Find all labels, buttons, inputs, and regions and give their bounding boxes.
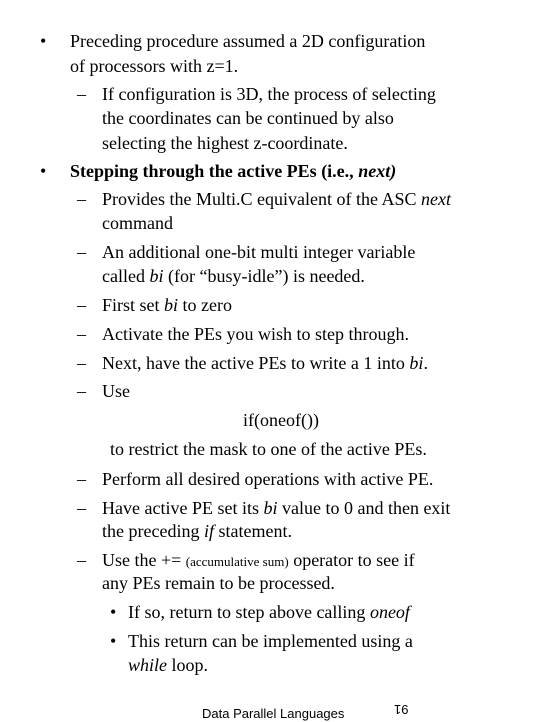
dash-marker: – — [77, 242, 86, 262]
sub-sub-bullet-marker: • — [110, 631, 117, 651]
code-line: if(oneof()) — [243, 410, 319, 430]
italic-run: while — [128, 655, 167, 675]
text-run: If so, return to step above calling — [128, 602, 370, 622]
sub-bullet-text: An additional one-bit multi integer variable — [102, 242, 416, 262]
dash-marker: – — [77, 550, 86, 570]
bullet-text: of processors with z=1. — [70, 56, 239, 76]
sub-bullet-text — [102, 497, 450, 519]
italic-run: bi — [149, 266, 164, 286]
text-run: statement. — [213, 521, 292, 541]
small-text-run: (accumulative sum) — [185, 554, 289, 569]
italic-run: oneof — [369, 602, 410, 622]
sub-bullet-text: to restrict the mask to one of the active PEs. — [110, 439, 427, 459]
dash-marker: – — [77, 84, 86, 104]
sub-bullet-text — [102, 520, 292, 542]
text-run: Next, have the active PEs to write a 1 into — [102, 353, 410, 373]
text-run: loop. — [167, 655, 209, 675]
text-run: called — [102, 266, 150, 286]
text-run: Use the += — [102, 550, 186, 570]
sub-sub-bullet-marker: • — [110, 602, 117, 622]
sub-sub-bullet-text — [128, 601, 410, 623]
text-run: Provides the Multi.C equivalent of the ASC — [102, 189, 421, 209]
sub-bullet-text — [102, 549, 415, 573]
sub-sub-bullet-text: This return can be implemented using a — [128, 631, 413, 651]
bullet-text: Preceding procedure assumed a 2D configuration — [70, 31, 426, 51]
italic-run: bi — [409, 353, 424, 373]
text-run: the preceding — [102, 521, 204, 541]
bullet-marker: • — [40, 161, 47, 181]
text-run: First set — [102, 295, 165, 315]
sub-sub-bullet-text — [128, 654, 208, 676]
dash-marker: – — [77, 189, 86, 209]
dash-marker: – — [77, 353, 86, 373]
sub-bullet-text: Perform all desired operations with active PE. — [102, 469, 434, 489]
dash-marker: – — [77, 295, 86, 315]
sub-bullet-text: Activate the PEs you wish to step through. — [102, 324, 409, 344]
text-run: . — [423, 353, 428, 373]
dash-marker: – — [77, 381, 86, 401]
sub-bullet-text: Use — [102, 381, 130, 401]
italic-run: if — [203, 521, 214, 541]
bullet-marker: • — [40, 31, 47, 51]
sub-bullet-text — [102, 294, 232, 316]
page-number: 91 — [394, 702, 409, 717]
italic-run: bi — [263, 498, 278, 518]
sub-bullet-text: selecting the highest z-coordinate. — [102, 133, 348, 153]
text-run: Have active PE set its — [102, 498, 264, 518]
bullet-heading — [70, 160, 396, 182]
sub-bullet-text: command — [102, 213, 173, 233]
sub-bullet-text — [102, 352, 428, 374]
heading-italic: next) — [358, 161, 397, 181]
footer-title: Data Parallel Languages — [202, 706, 345, 721]
text-run: to zero — [178, 295, 233, 315]
italic-run: bi — [164, 295, 179, 315]
dash-marker: – — [77, 498, 86, 518]
text-run: operator to see if — [288, 550, 415, 570]
dash-marker: – — [77, 324, 86, 344]
sub-bullet-text — [102, 188, 451, 210]
sub-bullet-text: the coordinates can be continued by also — [102, 108, 394, 128]
heading-text: Stepping through the active PEs (i.e., — [70, 161, 359, 181]
sub-bullet-text: If configuration is 3D, the process of selecting — [102, 84, 436, 104]
text-run: (for “busy-idle”) is needed. — [163, 266, 365, 286]
dash-marker: – — [77, 469, 86, 489]
italic-run: next — [420, 189, 451, 209]
sub-bullet-text — [102, 265, 365, 287]
text-run: value to 0 and then exit — [277, 498, 451, 518]
sub-bullet-text: any PEs remain to be processed. — [102, 573, 335, 593]
